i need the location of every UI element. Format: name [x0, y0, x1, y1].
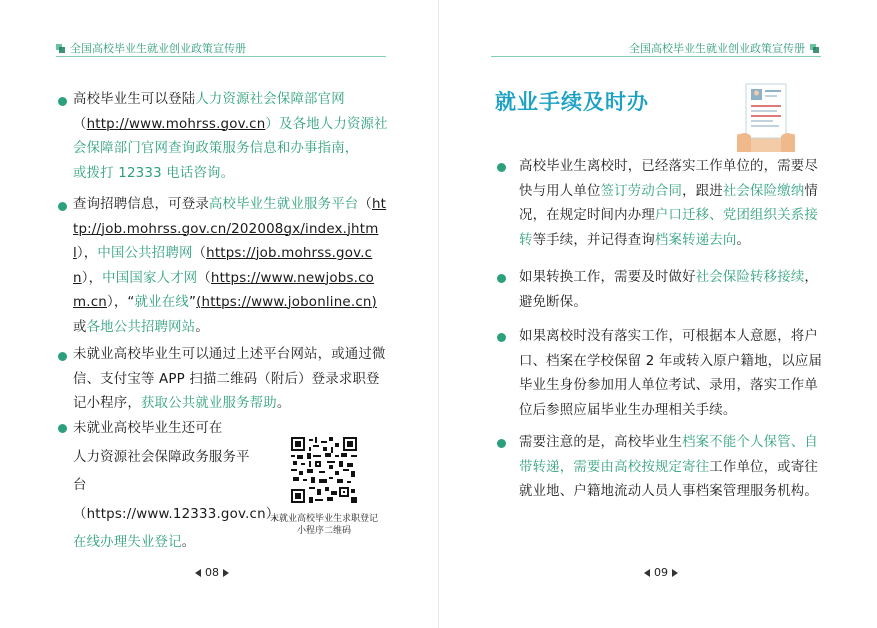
text-run: 高校毕业生离校时，已经落实工作单位的，需要尽快与用人单位 — [519, 159, 818, 199]
url-public-recruit[interactable]: https://job.mohrss.gov.cn — [73, 246, 373, 286]
page-number-right — [644, 566, 678, 579]
highlight-hukou-transfer: 户口迁移、党团组织关系接转 — [519, 208, 818, 248]
link-local-recruit[interactable]: 各地公共招聘网站 — [86, 319, 196, 335]
url-mohrss[interactable]: http://www.mohrss.gov.cn — [86, 116, 266, 132]
header-square-icon — [810, 44, 819, 53]
bullet-dot — [497, 439, 506, 448]
page-left — [0, 0, 438, 628]
qr-caption — [268, 513, 380, 537]
link-mohrss[interactable]: 人力资源社会保障部官网 — [195, 92, 345, 107]
text-run: ）， — [76, 246, 98, 261]
text-run: 情况，在规定时间内办理 — [519, 183, 819, 223]
qr-caption-line-1: 未就业高校毕业生求职登记 — [269, 514, 378, 524]
bullet-dot — [58, 202, 67, 211]
running-header-title: 全国高校毕业生就业创业政策宣传册 — [70, 42, 246, 55]
bullet-dot — [58, 352, 67, 361]
url-national-talent[interactable]: https://www.newjobs.com.cn — [73, 270, 375, 310]
qr-code[interactable] — [291, 437, 357, 503]
link-graduate-platform[interactable]: 高校毕业生就业服务平台 — [208, 197, 359, 212]
text-run: （ — [192, 246, 207, 261]
next-triangle-icon — [223, 569, 229, 577]
text-run: ，避免断保。 — [519, 270, 819, 310]
text-run-green: ）及各地人力资源社会保障部门官网查询政策服务信息和办事指南， — [73, 116, 388, 156]
text-run: 。 — [195, 319, 209, 335]
bullet-dot — [58, 97, 67, 106]
highlight-social-insurance: 社会保险缴纳 — [722, 183, 805, 199]
text-run: 。 — [736, 232, 751, 248]
text-run: 未就业高校毕业生可以通过上述平台网站，或通过微信、支付宝等 APP 扫描二维码（附后）登录求职登记小程序， — [73, 347, 386, 411]
highlight-labor-contract: 签订劳动合同 — [600, 183, 683, 199]
text-run: 人力资源社会保障政务服务平台（https://www.12333.gov.cn）， — [73, 449, 287, 522]
page-right — [439, 0, 877, 628]
text-run: 等手续，并记得查询 — [532, 232, 655, 248]
bullet-paragraph-4 — [519, 431, 827, 505]
text-run: 工作单位，或寄往就业地、户籍地流动人员人事档案管理服务机构。 — [519, 459, 819, 499]
text-run: ）， — [81, 270, 103, 286]
prev-triangle-icon — [195, 569, 201, 577]
text-run: 高校毕业生可以登陆 — [73, 92, 196, 107]
highlight-archive-transfer: 档案转递去向 — [654, 232, 737, 248]
text-run: （ — [73, 116, 87, 132]
bullet-paragraph-3 — [73, 343, 391, 417]
text-run: （ — [358, 197, 372, 212]
link-public-recruit[interactable]: 中国公共招聘网 — [97, 246, 193, 261]
running-header-right — [629, 40, 819, 56]
bullet-dot — [497, 163, 506, 172]
text-run: 需要注意的是，高校毕业生 — [519, 435, 683, 450]
link-public-service[interactable]: 获取公共就业服务帮助 — [140, 396, 277, 411]
text-run: 。 — [276, 396, 291, 411]
text-run: ” — [188, 295, 197, 310]
bullet-paragraph-1 — [519, 155, 827, 253]
prev-triangle-icon — [644, 569, 650, 577]
text-run-green: 或拨打 12333 电话咨询。 — [73, 165, 235, 181]
bullet-paragraph-1 — [73, 88, 391, 186]
qr-caption-line-2: 小程序二维码 — [296, 526, 351, 536]
bullet-paragraph-3 — [519, 325, 827, 423]
text-run: 未就业高校毕业生还可在 — [73, 421, 223, 436]
url-jobonline[interactable]: (https://www.jobonline.cn) — [196, 295, 377, 310]
text-run: 查询招聘信息，可登录 — [73, 197, 209, 212]
bullet-dot — [497, 274, 506, 283]
bullet-paragraph-2 — [73, 193, 391, 340]
text-run: 或 — [73, 319, 87, 335]
header-rule — [56, 56, 386, 57]
text-run: 如果离校时没有落实工作，可根据本人意愿，将户口、档案在学校保留 2 年或转入原户籍地，以应届毕业生身份参加用人单位考试、录用，落实工作单位后参照应届毕业生办理相关手续。 — [519, 329, 823, 418]
page-number: 09 — [654, 566, 668, 579]
running-header-left — [56, 40, 246, 56]
bullet-paragraph-2 — [519, 266, 827, 315]
highlight-insurance-continuation: 社会保险转移接续 — [695, 270, 805, 285]
next-triangle-icon — [672, 569, 678, 577]
page-number-left — [195, 566, 229, 579]
highlight-archive-rules: 档案不能个人保管、自带转递，需要由高校按规定寄往 — [519, 435, 818, 475]
url-graduate-platform[interactable]: http://job.mohrss.gov.cn/202008gx/index.jhtml — [73, 197, 387, 261]
header-rule — [491, 56, 821, 57]
bullet-dot — [497, 333, 506, 342]
header-square-icon — [56, 44, 65, 53]
text-run: （ — [197, 270, 211, 286]
text-run: ，跟进 — [682, 183, 723, 199]
resume-illustration-icon — [737, 80, 795, 152]
running-header-title: 全国高校毕业生就业创业政策宣传册 — [629, 42, 805, 55]
text-run: 如果转换工作，需要及时做好 — [519, 270, 696, 285]
bullet-dot — [58, 424, 67, 433]
page-number: 08 — [205, 566, 219, 579]
link-national-talent[interactable]: 中国国家人才网 — [102, 270, 198, 286]
link-jobonline[interactable]: 就业在线 — [134, 295, 189, 310]
section-title: 就业手续及时办 — [495, 90, 649, 114]
text-run: ），“ — [106, 295, 135, 310]
link-unemployment-reg[interactable]: 在线办理失业登记 — [73, 535, 182, 550]
bullet-paragraph-4 — [73, 415, 287, 558]
text-run: 。 — [181, 535, 196, 550]
